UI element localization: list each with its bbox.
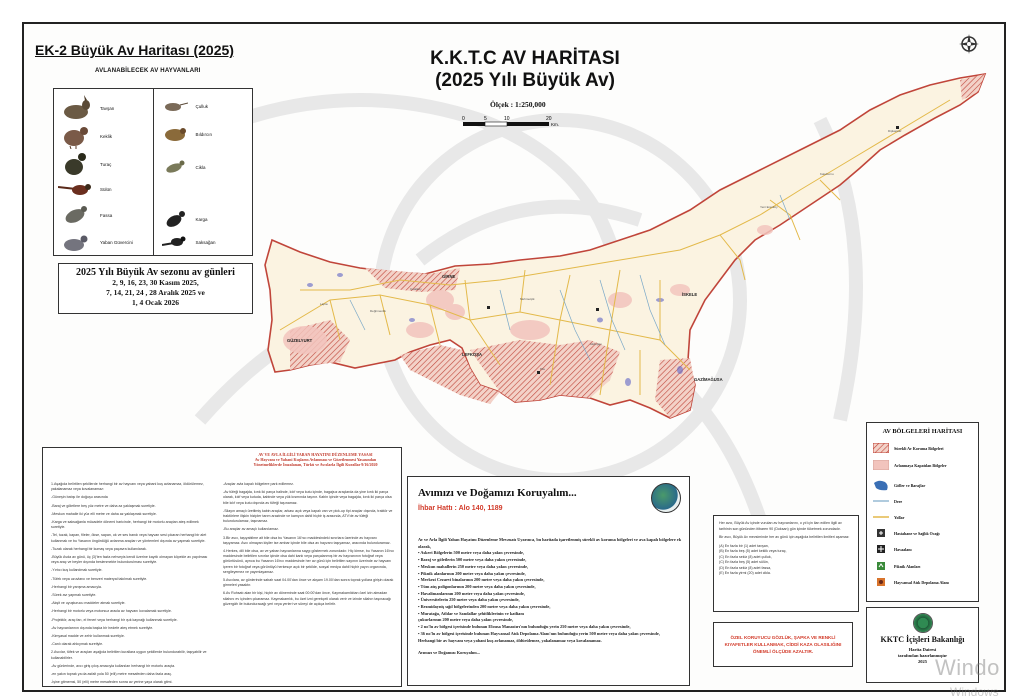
hospital-icon — [873, 529, 889, 538]
protect-rules-text: Av ve Avla İlgili Yaban Hayatını Düzenleme Mevzuatı Uyarınca, bu haritada işaretlenmiş sürekli av koruma bölgeleri ve ava kapalı bölgelere ek olarak, • Askeri Bölgelerin 500 metre veya daha yakın çevresinde, • Baraj ve göletlerin 500 metre veya daha yakın çevresinde, • Meskun mahallerin 250 metre veya daha yakın çevresinde, • Piknik alanlarının 200 metre veya daha yakın çevresinde, • Merkezi Cezaevi binalarının 200 metre veya daha yakın çevresinde, • Tüm atış poligonlarının 200 metre veya daha yakın çevresinde, • Havalimanlarının 200 metre veya daha yakın çevresinde, • Üniversitelerin 250 metre veya daha yakın çevresinde, • Rezmidayniş sığıl bölgelerinden 200 metre veya daha yakın çevresinde, • Muratağa, Atlılar ve Sandallar şehitliklerinin ve katliam çukurlarının 200 metre veya daha yakın çevresinde, • 2 no'lu av bölgesi içerisinde bulunan Elousa Manastırı'nın bulunduğu yerin 250 metre veya daha yakın çevresinde, • 36 no'lu av bölgesi içerisinde bulunan Hayvansal Atık Depolama Alanı'nın bulunduğu yerin 500 metre veya daha yakın çevresinde, Herhangi bir av hayvanı veya yabani kuş avlanamaz, öldürülemez, yakalanamaz veya kovalanamaz. Avımızı ve Doğamızı Koruyalım... — [418, 537, 686, 657]
law-column-2: -Araçlar avla kapalı bölgelere park edilemez. -Av tüfeği bagajda, kırık iki parça halinde, kılıf veya kutu içinde, bagajsız araçlarda da yine kırık iki parça olarak, kılıf veya kutuda, kabinde veya yük kısmında taşınır. Kabin içinde veya bagajda, kırık iki parça olsa bile kılıf veya kutu dışında av tüfeği taşınamaz. -Silayın amaçlı üretilmiş kabin araçlar, arkası açık veya kapalı van ve pick-up tipi araçlar dışında, traktör ve traktörlere ilişkin hizipler tarım arazinde ve kamyon dahil hiçbir iş arasında, ATV'de av tüfeği bulundurulamaz, taşınamaz. -Bu araçlar av amaçlı kullanılamaz. 3.Bir avcı, taşıyabilme ait bile olsa bu Yasanın 16'ncı maddesindeki sınırlara üzerinde av hayvanı taşıyamaz. Avcı olmayan kişiler ise ambar içinde bile olsa av hayvanı taşıyamaz, aracında bulunduramaz. 4.Herkes, dili bile olsa, av ve yaban hayvanlarına saygı göstermek zorundadır. Hiç kimse, bu Yasanın 16'ncı maddesinde belirtilen sınırlar içinde olsa dahi kanlı veya parçalanmış bir av hayvanının fotoğraf veya görüntüsünü, ayrıca bu Yasanın 16'ncı maddesinde her av günü için belirtilen sayının üzerinde av hayvanı içeren bir fotoğraf veya görüntüyü herkesçe açık bir şekilde, sosyal medya dahil hiçbir yayın organında, sergileyemez ve yayımlayamaz. 5.Avcılara, av günlerinde sabah saat 04.00'dan önce ve akşam 19.00'dan sonra toprak yollara girişin olarak girmeleri yasaktır. 6.Av Ruhsatı alan bir kişi, hiçbir av döneminde saat 00:00'dan önce, Kaymakamlıktan özel izin almadan silahını ev içinden çıkaramaz. Kaymakamlık, bu özel izni gerekçeli olarak verir ve izinde silahın taşınacağı güzergâh ile bulunduracağı yeri veya yerleri ve süreyi de açıkça belirtir. — [223, 482, 395, 606]
bag-limit-item: (A) En fazla bir (1) adet tavşan, — [719, 543, 769, 548]
environment-logo-icon — [651, 483, 681, 513]
legend-title: AV BÖLGELERİ HARİTASI — [882, 428, 963, 435]
city-label-girne: GİRNE — [442, 274, 456, 279]
scale-tick-5: 5 — [484, 116, 487, 122]
picnic-icon — [873, 562, 889, 571]
animal-name: Ciklа — [195, 164, 206, 170]
bag-limit-item: (C) En fazla beş (5) adet sülün, — [719, 560, 769, 564]
lake-icon — [873, 479, 889, 491]
season-title: 2025 Yılı Büyük Av sezonu av günleri — [76, 267, 235, 278]
animal-name: Turaç — [100, 161, 112, 167]
consumption-rule: Her avcı, Büyük Av içinde vurulan av hayvanlarını, o yıl için ilan edilen ilgili av tarihinin son gününden itibaren 90 (Doksan) gün içinde tüketmek zorundadır. — [719, 521, 842, 531]
city-label-gazimagusa: GAZİMAĞUSA — [694, 377, 723, 382]
animal-name: Çulluk — [195, 103, 209, 109]
legend-item: Havaalanı — [873, 545, 912, 554]
map-scale-label: Ölçek : 1:250,000 — [490, 100, 546, 109]
city-label-dipkarpaz: Dipkarpaz — [888, 129, 902, 133]
hospital-marker — [487, 306, 490, 309]
legend-item: Avlanmaya Kapatılan Bölgeler — [873, 460, 947, 470]
law-heading: AV VE AVLA İLGİLİ YABAN HAYATINI DÜZENLEME YASASI Av Hayvanı ve Yabani Kuşların Avlanması ve Gözetlenmesi Yasasından Yönetmeliklerde İmzalanan, Türkü ve Avcılarla İlgili Kurallar 9/16/2020 — [253, 452, 378, 467]
ministry-emblem-icon — [913, 613, 933, 633]
hospital-marker — [896, 126, 899, 129]
sheet-title: EK-2 Büyük Av Haritası (2025) — [35, 42, 234, 58]
city-label-lefkosa: LEFKOŞA — [462, 352, 483, 357]
safety-warning-box — [713, 622, 853, 667]
scale-unit: Km. — [551, 122, 560, 127]
bag-limit-item: (E) En fazla yirmi (20) adet ciklа. — [719, 571, 771, 575]
season-days-november: 2, 9, 16, 23, 30 Kasım 2025, — [112, 278, 199, 287]
svg-text:Mehmetçik: Mehmetçik — [520, 297, 535, 301]
city-label-iskele: İSKELE — [682, 292, 698, 297]
hatched-zone-icon — [873, 443, 889, 453]
airport-icon — [873, 545, 889, 554]
map-legend — [866, 422, 979, 602]
protect-footer: Avımızı ve Doğamızı Koruyalım... — [418, 650, 480, 656]
stream-line-icon — [873, 498, 889, 504]
windows-activation-watermark: Windo — [935, 655, 1000, 680]
animal-name: Karga — [195, 216, 208, 222]
bag-limits-box — [713, 515, 859, 612]
law-column-1: 1.Aşağıda belirtilen şekillerde herhangi bir av hayvanı veya yabani kuş avlanamaz, öldürülemez, yakalanamaz veya kovalanamaz: -Güneşin batışı ile doğuşu arasında -Baraj ve göletlere beş yüz metre ve daha az yaklaşmak suretiyle. -Meskun mahalle iki yüz elli metre ve daha az yaklaşmak suretiyle. -Karga ve saksağanla mücadele dönemi haricinde, herhangi bir motorlu araçtan ateş edilmek suretiyle. -Tel, tuzak, kapan, fileler, ökse, sapan, ok ve ses bandı veya hayvan sesi çıkaran herhangi bir alet kullanmak ve bu Yasanın öngördüğü avlanma araçları ve yöntemleri dışında av yapmak suretiyle. -Tuzak olarak herhangi bir kumaş veya paçavra kullanılarak. -Büyük Avda av günü, üç (3)'ten fazla nehveyis kendi üzerine kayıtlı olmayan köpekle av yapılması veya araç ve beyler dışında beslenmekte bulundurulması suretiyle. -Yırtıcı kuş kullanılmak suretiyle. -Tüfek veya uzuvlarcı ve benzeri materyal takılmak suretiyle. -Herhangi bir yarışma amacıyla. -Sürek avı yapmak suretiyle. -Akşit ve uyuşturucu maddeler atmak suretiyle. -Herhangi bir motorlu veya motorsuz aracla av hayvanı kovalamak suretiyle. -Projektör, araç farı, el feneri veya herhangi bir ışık kaynağı kullanmak suretiyle. -Av hayvanlarının dışında başka bir hedefe ateş etmek suretiyle. -Kimyasal madde ve zehir kullanmak suretiyle. -Canlı olarak ahkıymak suretiyle. 2.Avcılar, tüfek ve araçları aşağıda belirtilen kurallara uygun şekillerde bulundurabilir, taşıyabilir ve kullanabilirler. -Av günlerinde, avcı giriş çıkış amacıyla kullanılan herhangi bir motorlu araçta. -en yakın toprak ya da asfalt yola 50 (elli) metre mesafeden daha fazla araç. -İşine gitmemsi, 50 (elli) metre mesafeden sonra av yerine yaya olarak gitmi. — [51, 482, 208, 685]
svg-text:Pile: Pile — [540, 367, 546, 371]
svg-text:Akdoğan: Akdoğan — [590, 342, 602, 346]
animal-name: Sülün — [100, 186, 112, 192]
windows-activation-watermark-2: Windows — [950, 685, 999, 699]
protect-title: Avımızı ve Doğamızı Koruyalım... — [418, 487, 577, 499]
season-days-december: 7, 14, 21, 24 , 28 Aralık 2025 ve — [106, 288, 205, 297]
legend-item: Dere — [873, 498, 902, 504]
scale-tick-20: 20 — [546, 116, 552, 122]
bag-limit-intro: Bir avcı, Büyük Av mevsiminde her av günü için aşağıda belirtilen limitleri aşamaz: — [719, 535, 850, 539]
svg-text:Çatalköy: Çatalköy — [410, 287, 422, 291]
legend-item: Hayvansal Atık Depolama Alanı — [873, 578, 954, 587]
legend-item: Piknik Alanları — [873, 562, 920, 571]
hunting-law-excerpt — [42, 447, 402, 687]
ministry-credit: Harita Dairesi tarafından hazırlanmıştır 2025 — [897, 647, 948, 664]
animal-name: Keklik — [100, 133, 113, 139]
scale-tick-0: 0 — [462, 116, 465, 122]
svg-text:Kaleburnu: Kaleburnu — [820, 172, 834, 176]
waste-site-icon — [873, 578, 889, 587]
nature-protection-box — [407, 476, 690, 686]
animal-name: Fassa — [100, 212, 113, 218]
map-title-line2: (2025 Yılı Büyük Av) — [435, 70, 615, 91]
bag-limit-item: (C) En fazla sekiz (8) adet çulluk, — [719, 554, 772, 559]
svg-text:Yeni Erenköy: Yeni Erenköy — [760, 205, 778, 209]
legend-item: Yollar — [873, 514, 904, 520]
report-hotline: İhbar Hattı : Alo 140, 1189 — [418, 505, 503, 512]
airport-marker — [537, 371, 540, 374]
legend-item: Göller ve Barajlar — [873, 479, 925, 491]
animal-name: Saksağan — [195, 239, 216, 245]
city-label-guzelyurt: GÜZELYURT — [287, 338, 313, 343]
animal-name: Tavşan — [100, 105, 115, 111]
landmass — [265, 74, 985, 418]
bag-limit-item: (D) En fazla sekiz (8) adet fassa, — [719, 565, 772, 570]
svg-text:Lapta: Lapta — [320, 302, 328, 306]
safety-warning-text: ÖZEL KORUYUCU GÖZLÜK, ŞAPKA VE RENKLİ KIYAFETLER KULLANMAK, CİDDİ KAZA OLASILIĞINI ÖNEMLİ ÖLÇÜDE AZALTIR. — [724, 635, 842, 654]
scale-tick-10: 10 — [504, 116, 510, 122]
legend-item: Hastahane ve Sağlık Ocağı — [873, 529, 940, 538]
ministry-name: KKTC İçişleri Bakanlığı — [880, 635, 965, 644]
svg-text:Değirmenlik: Değirmenlik — [370, 309, 386, 313]
closed-zone-icon — [873, 460, 889, 470]
bag-limit-item: (B) En fazla beş (5) adet keklik veya turaç, — [719, 549, 787, 553]
map-title-line1: K.K.T.C AV HARİTASI — [430, 48, 620, 69]
animal-name: Bıldırcın — [195, 131, 213, 137]
hospital-marker — [596, 308, 599, 311]
huntable-animals-heading: AVLANABİLECEK AV HAYVANLARI — [95, 68, 201, 74]
legend-item: Sürekli Av Koruma Bölgeleri — [873, 443, 944, 453]
season-days-january: 1, 4 Ocak 2026 — [131, 298, 180, 307]
road-line-icon — [873, 514, 889, 520]
animal-name: Yaban Güvercini — [100, 239, 133, 245]
